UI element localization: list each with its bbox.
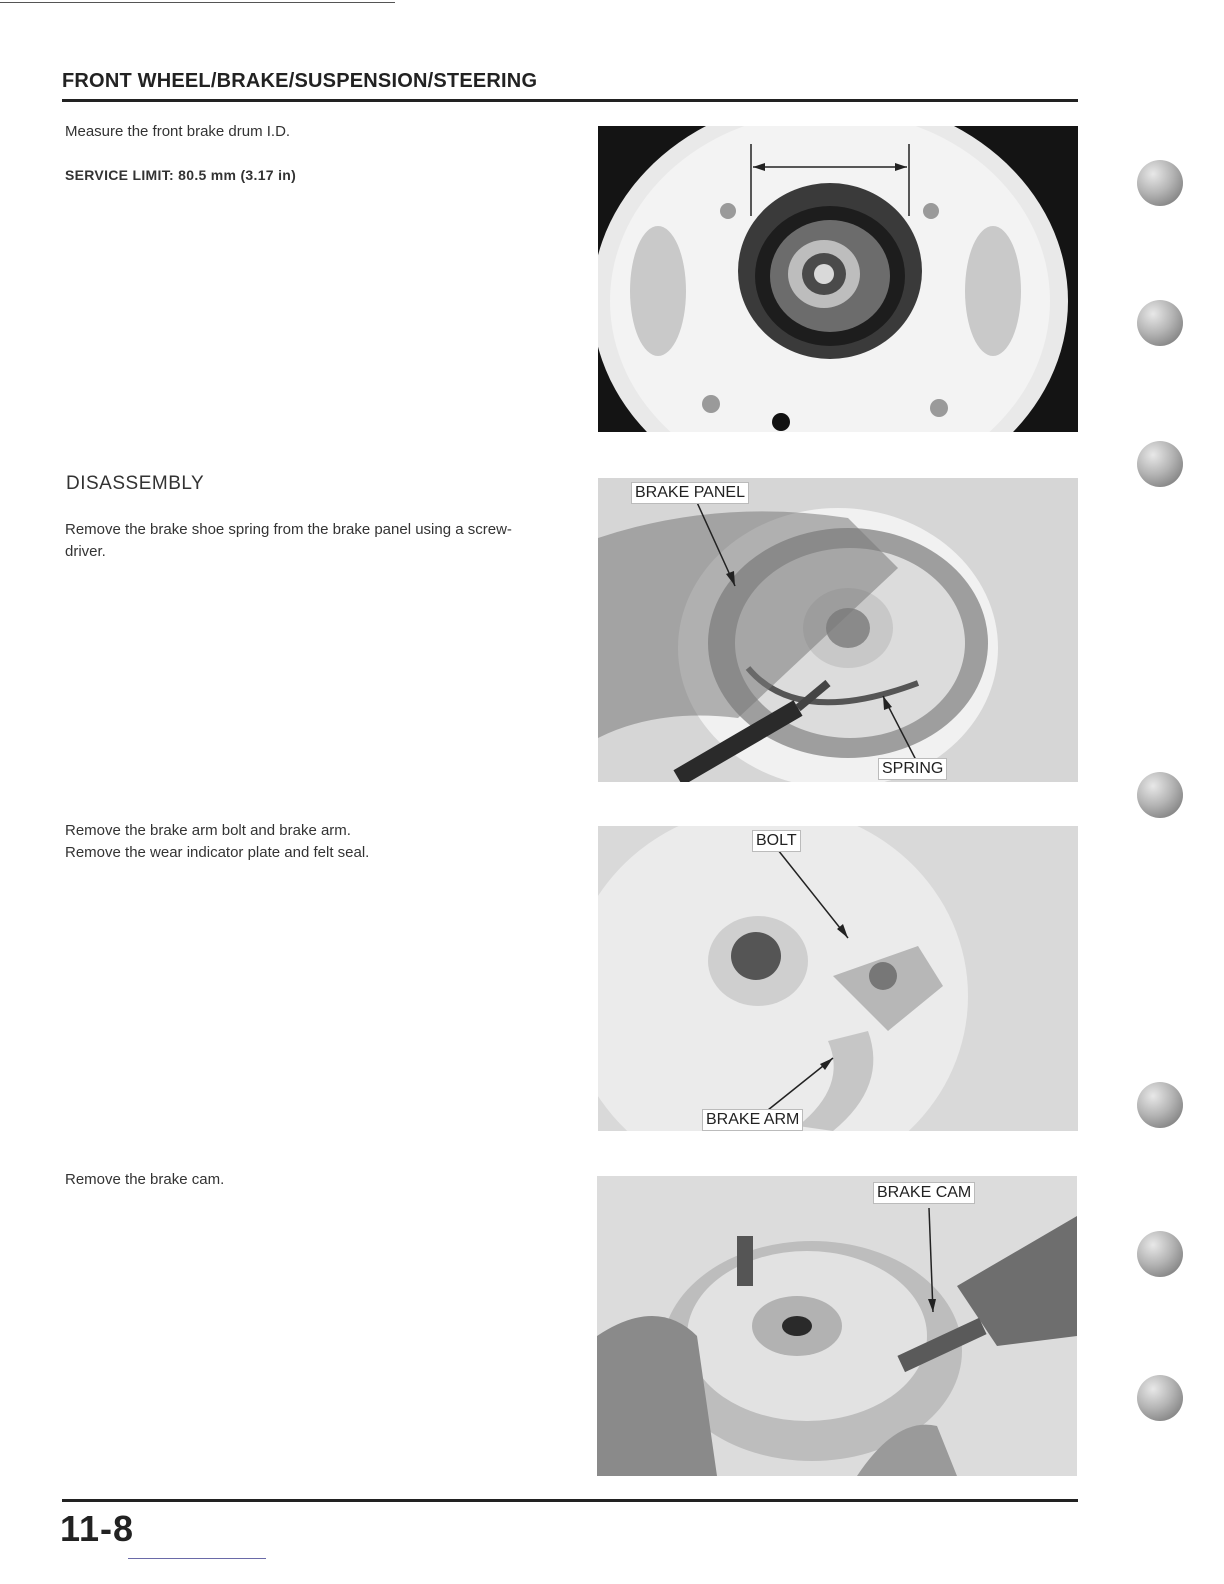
brake-cam-photo [597, 1176, 1077, 1476]
index-tab-marker [1137, 1231, 1183, 1277]
footer-rule [62, 1499, 1078, 1502]
step-remove-arm-line1: Remove the brake arm bolt and brake arm. [65, 822, 351, 839]
step-remove-spring-line2: driver. [65, 543, 106, 560]
section-header-title: FRONT WHEEL/BRAKE/SUSPENSION/STEERING [62, 70, 538, 92]
step-remove-cam: Remove the brake cam. [65, 1171, 225, 1188]
label-brake-panel: BRAKE PANEL [631, 482, 749, 504]
brake-drum-photo [598, 126, 1078, 432]
index-tab-marker [1137, 441, 1183, 487]
top-edge-rule [0, 2, 395, 3]
page-number: 11-8 [60, 1508, 135, 1549]
index-tab-marker [1137, 1375, 1183, 1421]
header-rule [62, 99, 1078, 102]
label-brake-arm: BRAKE ARM [702, 1109, 803, 1131]
index-tab-marker [1137, 772, 1183, 818]
service-limit: SERVICE LIMIT: 80.5 mm (3.17 in) [65, 167, 297, 183]
index-tab-marker [1137, 300, 1183, 346]
bottom-edge-rule [128, 1558, 266, 1559]
brake-arm-photo [598, 826, 1078, 1131]
brake-panel-photo [598, 478, 1078, 782]
index-tab-marker [1137, 160, 1183, 206]
disassembly-heading: DISASSEMBLY [66, 473, 205, 494]
step-remove-arm-line2: Remove the wear indicator plate and felt seal. [65, 844, 370, 861]
label-brake-cam: BRAKE CAM [873, 1182, 975, 1204]
measure-instruction: Measure the front brake drum I.D. [65, 123, 291, 140]
label-bolt: BOLT [752, 830, 801, 852]
index-tab-marker [1137, 1082, 1183, 1128]
step-remove-spring-line1: Remove the brake shoe spring from the brake panel using a screw- [65, 521, 512, 538]
label-spring: SPRING [878, 758, 947, 780]
